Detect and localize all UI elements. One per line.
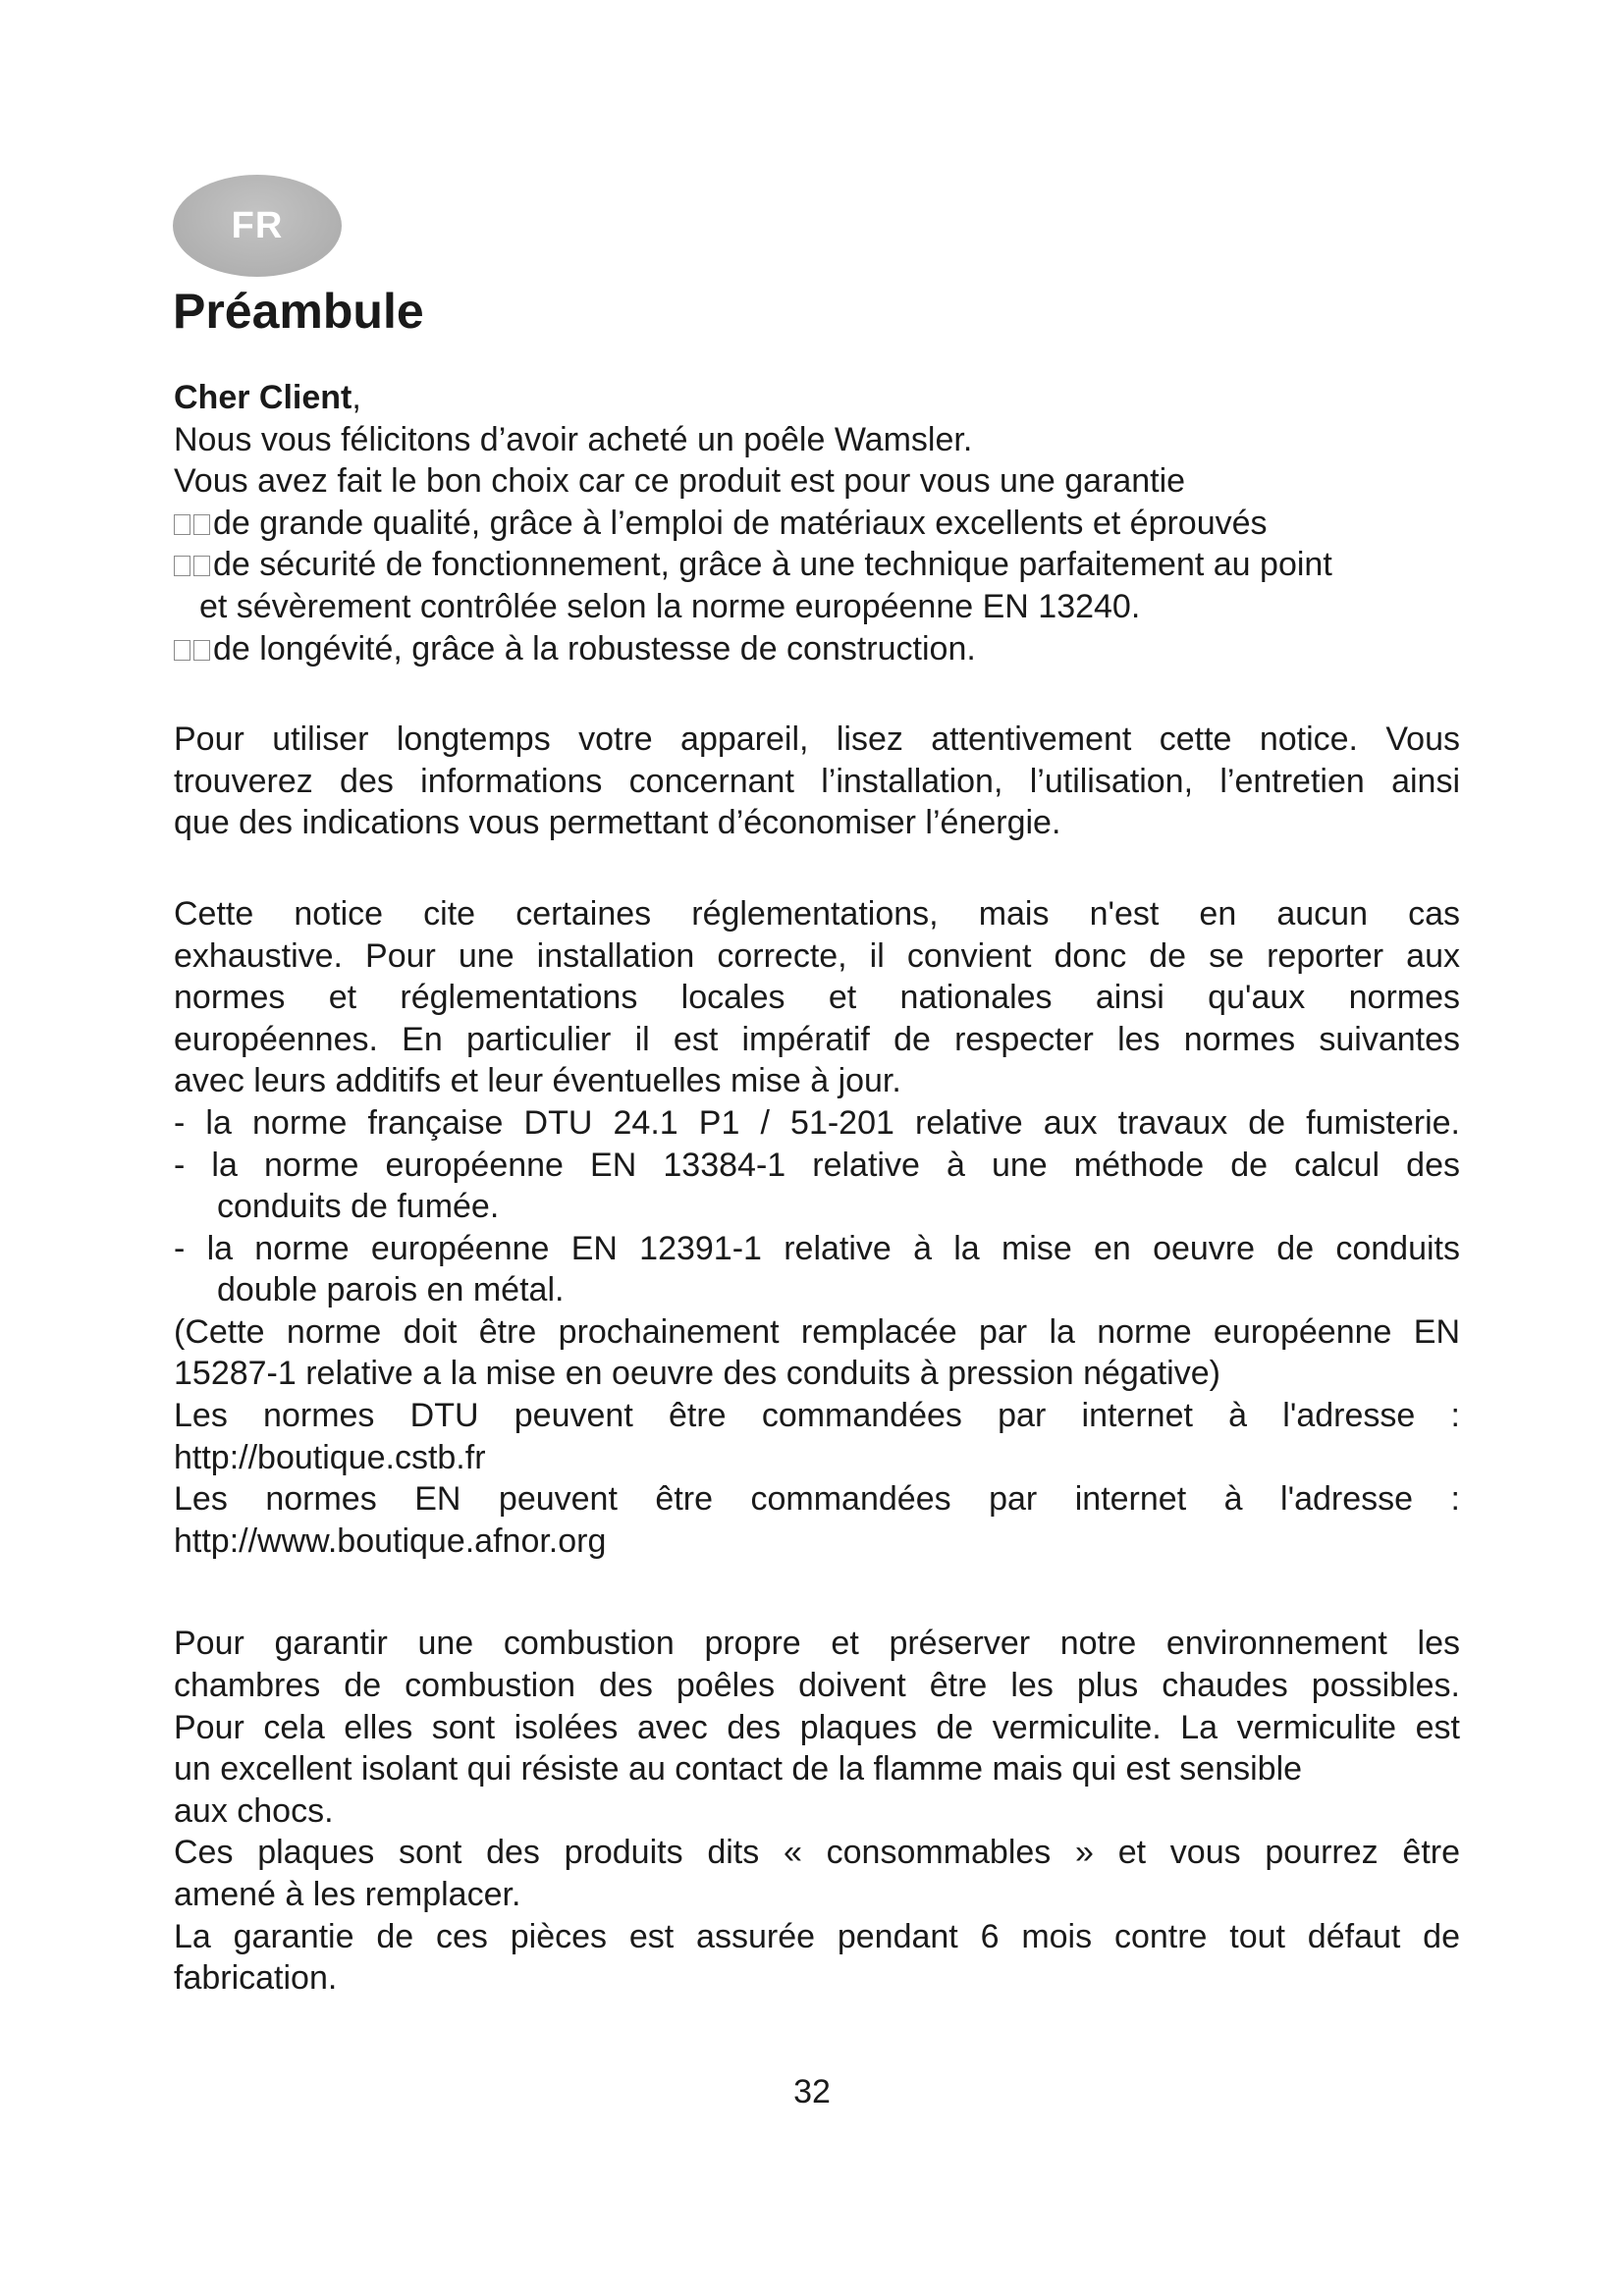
bullet-square-icon: [174, 556, 190, 576]
paragraph-line: fabrication.: [174, 1959, 338, 1998]
bullet-text: de grande qualité, grâce à l’emploi de matériaux excellents et éprouvés: [213, 504, 1268, 542]
greeting-name: Cher Client: [174, 379, 352, 416]
paragraph-line: normes et réglementations locales et nationales ainsi qu'aux normes: [174, 979, 1460, 1017]
bullet-square-icon: [193, 556, 210, 576]
document-body: [174, 377, 1460, 2000]
paragraph-line: exhaustive. Pour une installation correcte, il convient donc de se reporter aux: [174, 936, 1460, 975]
paragraph-line: Les normes DTU peuvent être commandées par internet à l'adresse :: [174, 1397, 1460, 1435]
paragraph-line: Pour garantir une combustion propre et préserver notre environnement les: [174, 1625, 1460, 1663]
bullet-continuation: et sévèrement contrôlée selon la norme européenne EN 13240.: [199, 587, 1141, 625]
page-title: Préambule: [173, 284, 424, 339]
paragraph-line: Pour cela elles sont isolées avec des plaques de vermiculite. La vermiculite est: [174, 1708, 1460, 1746]
bullet-text: de longévité, grâce à la robustesse de construction.: [213, 629, 976, 667]
language-badge: [173, 175, 342, 277]
greeting-punct: ,: [352, 379, 361, 416]
bullet-square-icon: [174, 514, 190, 535]
paragraph-line: Pour utiliser longtemps votre appareil, lisez attentivement cette notice. Vous: [174, 721, 1460, 759]
paragraph-line: 15287-1 relative a la mise en oeuvre des conduits à pression négative): [174, 1355, 1220, 1393]
intro-line: Vous avez fait le bon choix car ce produit est pour vous une garantie: [174, 462, 1186, 501]
paragraph-line: avec leurs additifs et leur éventuelles mise à jour.: [174, 1062, 901, 1100]
page-number: 32: [793, 2073, 831, 2110]
paragraph-line: que des indications vous permettant d’économiser l’énergie.: [174, 804, 1061, 842]
bullet-text: de sécurité de fonctionnement, grâce à une technique parfaitement au point: [213, 546, 1332, 584]
paragraph-line: trouverez des informations concernant l’installation, l’utilisation, l’entretien ainsi: [174, 762, 1460, 800]
norm-item: - la norme française DTU 24.1 P1 / 51-201 relative aux travaux de fumisterie.: [174, 1103, 1460, 1142]
paragraph-line: Ces plaques sont des produits dits « consommables » et vous pourrez être: [174, 1834, 1460, 1872]
paragraph-line: amené à les remplacer.: [174, 1876, 521, 1913]
paragraph-line: aux chocs.: [174, 1791, 334, 1830]
paragraph-line: Cette notice cite certaines réglementations, mais n'est en aucun cas: [174, 894, 1460, 933]
bullet-square-icon: [174, 640, 190, 661]
norm-continuation: double parois en métal.: [217, 1271, 565, 1309]
paragraph-line: un excellent isolant qui résiste au contact de la flamme mais qui est sensible: [174, 1750, 1303, 1789]
norm-continuation: conduits de fumée.: [217, 1188, 500, 1226]
bullet-item: [174, 544, 1460, 586]
paragraph-line: européennes. En particulier il est impératif de respecter les normes suivantes: [174, 1020, 1460, 1058]
bullet-square-icon: [193, 514, 210, 535]
language-badge-label: FR: [231, 204, 284, 246]
paragraph-line: Les normes EN peuvent être commandées par internet à l'adresse :: [174, 1480, 1460, 1519]
paragraph-line: La garantie de ces pièces est assurée pendant 6 mois contre tout défaut de: [174, 1917, 1460, 1955]
url-text: http://boutique.cstb.fr: [174, 1438, 486, 1476]
bullet-item: [174, 628, 1460, 670]
greeting: [174, 377, 1460, 419]
paragraph-line: chambres de combustion des poêles doivent être les plus chaudes possibles.: [174, 1667, 1460, 1705]
norm-item: - la norme européenne EN 13384-1 relative à une méthode de calcul des: [174, 1146, 1460, 1184]
paragraph-line: (Cette norme doit être prochainement remplacée par la norme européenne EN: [174, 1312, 1460, 1351]
bullet-item: [174, 503, 1460, 545]
intro-line: Nous vous félicitons d’avoir acheté un poêle Wamsler.: [174, 420, 973, 458]
url-text: http://www.boutique.afnor.org: [174, 1522, 607, 1560]
bullet-square-icon: [193, 640, 210, 661]
norm-item: - la norme européenne EN 12391-1 relative à la mise en oeuvre de conduits: [174, 1229, 1460, 1267]
